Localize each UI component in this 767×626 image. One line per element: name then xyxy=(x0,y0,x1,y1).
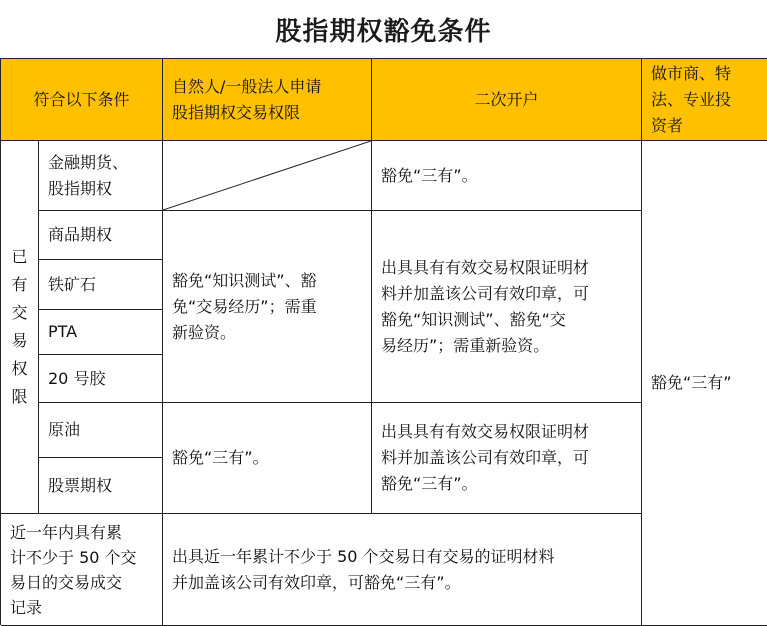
row-iron-ore: 铁矿石 xyxy=(39,260,163,310)
group-label-char: 易 xyxy=(11,331,28,350)
header-market-maker: 做市商、特 法、专业投 资者 xyxy=(642,59,767,141)
last-condition-cell: 近一年内具有累 计不少于 50 个交 易日的交易成交 记录 xyxy=(1,514,163,626)
financial-secondary-cell: 豁免“三有”。 xyxy=(372,141,642,211)
commodity-secondary-cell: 出具具有有效交易权限证明材 料并加盖该公司有效印章，可 豁免“知识测试”、豁免“交 易经历”；需重新验资。 xyxy=(372,211,642,403)
exemption-table xyxy=(0,58,767,625)
row-financial: 金融期货、 股指期权 xyxy=(39,141,163,211)
diagonal-empty-cell xyxy=(163,141,372,211)
header-natural-person: 自然人/一般法人申请 股指期权交易权限 xyxy=(163,59,372,141)
group-label-char: 权 xyxy=(11,359,28,378)
group-label-char: 已 xyxy=(11,247,28,266)
commodity-natural-cell: 豁免“知识测试”、豁 免“交易经历”；需重 新验资。 xyxy=(163,211,372,403)
row-commodity: 商品期权 xyxy=(39,211,163,260)
group-label-char: 有 xyxy=(11,275,28,294)
row-pta: PTA xyxy=(39,310,163,355)
group-label-char: 交 xyxy=(11,303,28,322)
market-maker-cell: 豁免“三有” xyxy=(642,141,767,626)
header-condition: 符合以下条件 xyxy=(1,59,163,141)
last-value-cell: 出具近一年累计不少于 50 个交易日有交易的证明材料 并加盖该公司有效印章，可豁免“三有”。 xyxy=(163,514,642,626)
row-stock-option: 股票期权 xyxy=(39,458,163,514)
row-crude: 原油 xyxy=(39,403,163,458)
crude-secondary-cell: 出具具有有效交易权限证明材 料并加盖该公司有效印章，可 豁免“三有”。 xyxy=(372,403,642,514)
page-title: 股指期权豁免条件 xyxy=(275,16,492,47)
diagonal-line xyxy=(163,141,371,210)
group-label-existing-permission xyxy=(1,141,39,514)
row-rubber: 20 号胶 xyxy=(39,355,163,403)
group-label-char: 限 xyxy=(11,387,28,406)
header-secondary-account: 二次开户 xyxy=(372,59,642,141)
crude-natural-cell: 豁免“三有”。 xyxy=(163,403,372,514)
